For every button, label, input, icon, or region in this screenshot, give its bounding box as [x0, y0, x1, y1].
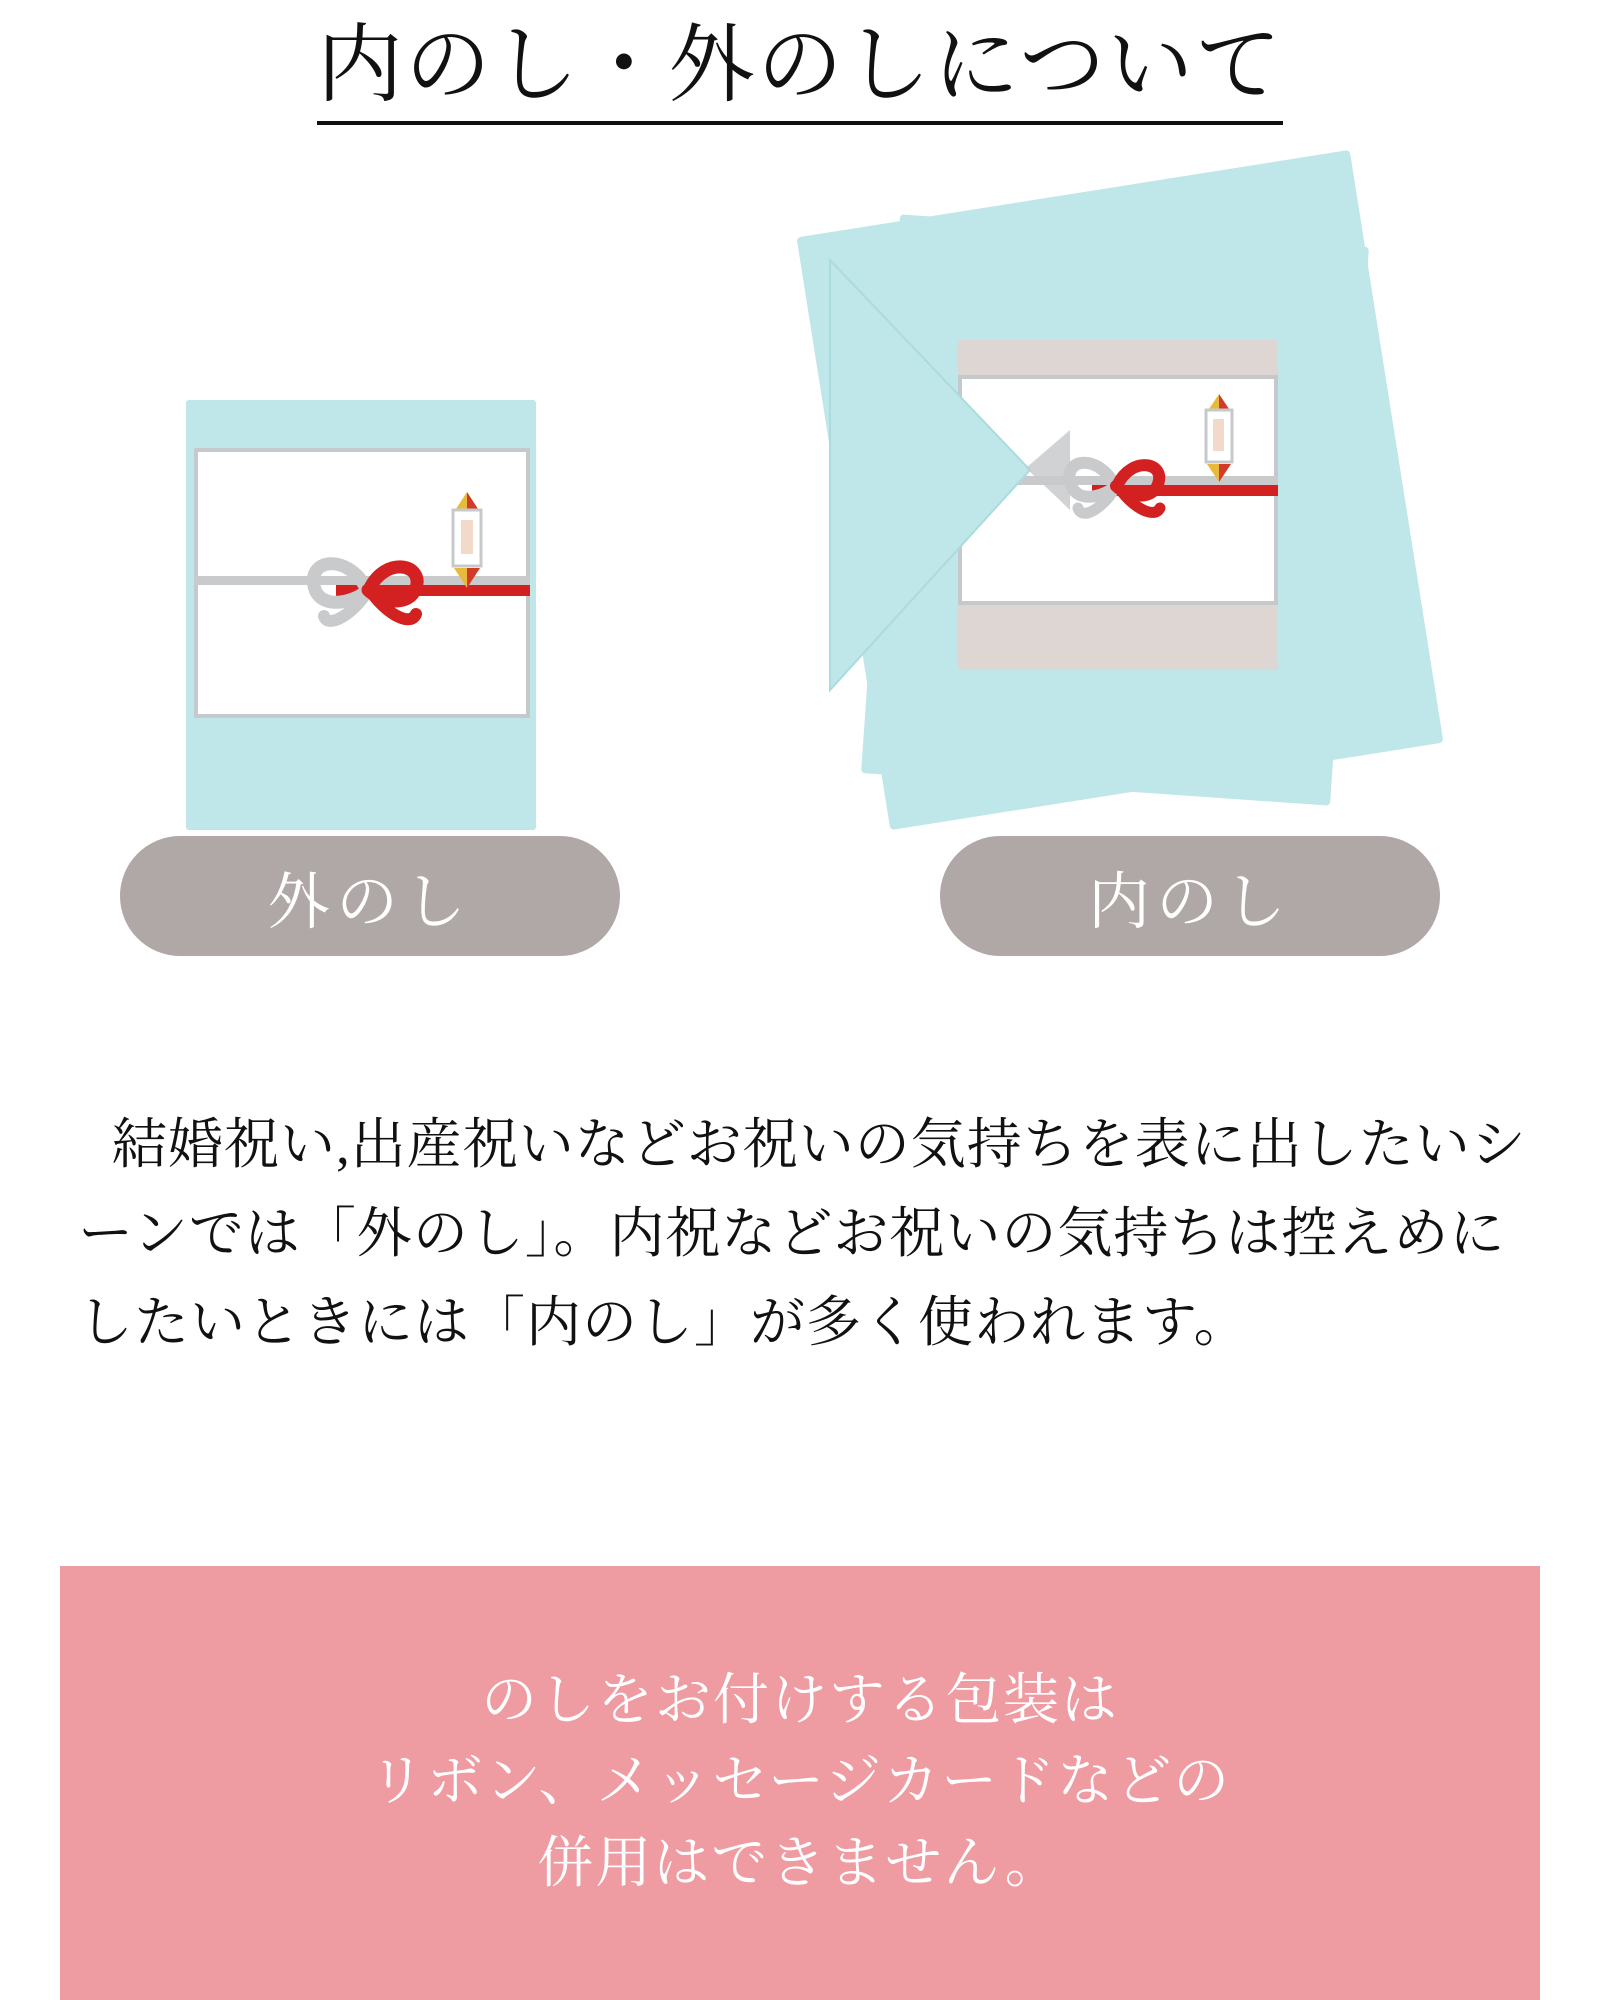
- label-uchi-noshi: [940, 836, 1440, 956]
- notice-line-1: のしをお付けする包装は: [481, 1670, 1119, 1733]
- label-soto-noshi: [120, 836, 620, 956]
- body-paragraph: 結婚祝い,出産祝いなどお祝いの気持ちを表に出したいシーンでは「外のし」。内祝などお祝いの気持ちは控えめにしたいときには「内のし」が多く使われます。: [78, 1114, 1527, 1354]
- illustration-area: [0, 160, 1600, 1080]
- notice-line-3: 併用はできません。: [537, 1832, 1063, 1895]
- page-title-text: 内のし・外のしについて: [317, 16, 1283, 125]
- noshi-ornament-icon-inner: [1200, 392, 1238, 484]
- mizuhiki-bow: [290, 538, 450, 642]
- soto-noshi-illustration: [186, 400, 536, 830]
- noshi-ornament-icon: [446, 490, 488, 590]
- wrapping-fold-flap: [820, 220, 1180, 740]
- label-uchi-noshi-text: 内のし: [1087, 868, 1292, 937]
- page-title: [0, 16, 1600, 125]
- body-copy: [78, 1100, 1533, 1367]
- label-soto-noshi-text: 外のし: [267, 868, 472, 937]
- notice-banner: [60, 1566, 1540, 2000]
- notice-line-2: リボン、メッセージカードなどの: [368, 1751, 1232, 1814]
